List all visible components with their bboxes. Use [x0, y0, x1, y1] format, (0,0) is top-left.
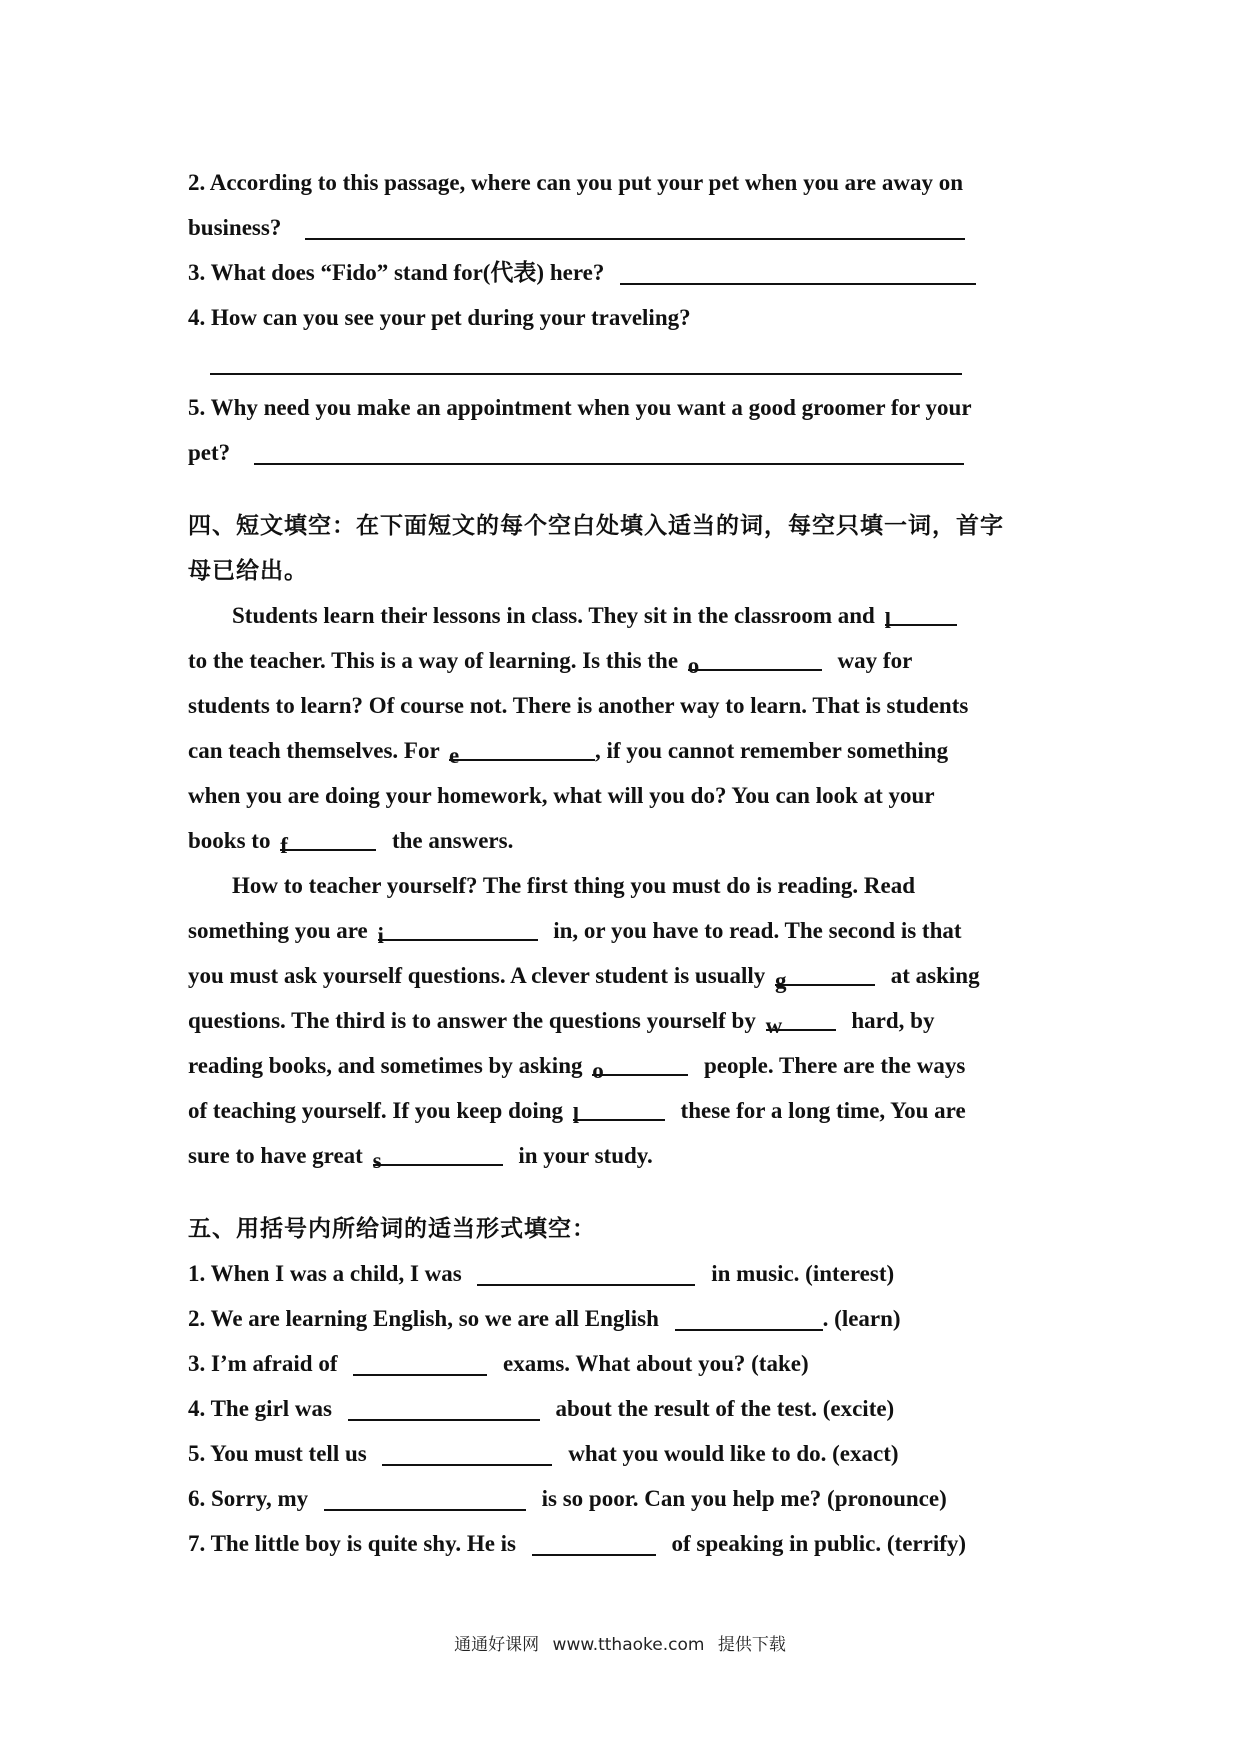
passage-line: [188, 953, 1058, 998]
exercise-hint: of speaking in public. (terrify): [671, 1531, 967, 1556]
section-5-title-line: [188, 1206, 1058, 1251]
question-4-text: 4. How can you see your pet during your traveling?: [188, 305, 691, 330]
blank-l-listen[interactable]: [884, 598, 957, 633]
passage-line: [188, 1088, 1058, 1133]
worksheet-page: [188, 160, 1058, 1566]
passage-text: way for: [837, 648, 913, 673]
blank-g-good[interactable]: [774, 958, 875, 993]
passage-text: the answers.: [391, 828, 514, 853]
question-4-line: [188, 295, 1058, 340]
passage-text: when you are doing your homework, what will you do? You can look at your: [188, 783, 935, 808]
page-footer: [0, 1630, 1240, 1655]
answer-blank-item-5[interactable]: [382, 1438, 552, 1466]
blank-o-other[interactable]: [592, 1048, 688, 1083]
exercise-text: 1. When I was a child, I was: [188, 1261, 462, 1286]
passage-text: books to: [188, 828, 271, 853]
passage-line: [188, 818, 1058, 863]
blank-o-only[interactable]: [687, 643, 822, 678]
answer-blank-q2[interactable]: [305, 212, 965, 240]
passage-text: people. There are the ways: [704, 1053, 966, 1078]
blank-e-example[interactable]: [449, 733, 595, 768]
blank-f-find[interactable]: [280, 823, 376, 858]
blank-initial-letter: l: [884, 608, 891, 633]
passage-text: in, or you have to read. The second is that: [553, 918, 962, 943]
exercise-text: 5. You must tell us: [188, 1441, 367, 1466]
passage-text: How to teacher yourself? The first thing you must do is reading. Read: [232, 873, 915, 898]
blank-initial-letter: f: [280, 833, 288, 858]
exercise-hint: is so poor. Can you help me? (pronounce): [541, 1486, 947, 1511]
blank-s-success[interactable]: [372, 1138, 503, 1173]
answer-blank-q3[interactable]: [620, 257, 976, 285]
question-5-line-1: [188, 385, 1058, 430]
blank-initial-letter: i: [377, 923, 384, 948]
passage-text: to the teacher. This is a way of learning. Is this the: [188, 648, 679, 673]
question-2-text: 2. According to this passage, where can you put your pet when you are away on: [188, 170, 964, 195]
exercise-item: [188, 1296, 1058, 1341]
blank-initial-letter: l: [572, 1103, 580, 1128]
answer-blank-item-6[interactable]: [324, 1483, 526, 1511]
blank-initial-letter: s: [372, 1148, 382, 1173]
exercise-text: 7. The little boy is quite shy. He is: [188, 1531, 517, 1556]
passage-line: [188, 683, 1058, 728]
exercise-hint: what you would like to do. (exact): [568, 1441, 899, 1466]
passage-text: these for a long time, You are: [680, 1098, 966, 1123]
exercise-hint: exams. What about you? (take): [502, 1351, 809, 1376]
answer-blank-item-3[interactable]: [353, 1348, 487, 1376]
footer-site-name: 通通好课网: [454, 1635, 540, 1655]
answer-blank-item-4[interactable]: [348, 1393, 540, 1421]
question-2-line-2: [188, 205, 1058, 250]
passage-text: of teaching yourself. If you keep doing: [188, 1098, 564, 1123]
passage-line: [188, 593, 1058, 638]
blank-initial-letter: w: [765, 1013, 783, 1038]
answer-blank-item-1[interactable]: [477, 1258, 695, 1286]
answer-blank-item-2[interactable]: [675, 1303, 823, 1331]
blank-w-working[interactable]: [765, 1003, 836, 1038]
passage-line: [188, 998, 1058, 1043]
passage-line: [188, 1043, 1058, 1088]
passage-text: at asking: [890, 963, 980, 988]
question-5-line-2: [188, 430, 1058, 475]
blank-l-like[interactable]: [572, 1093, 665, 1128]
exercise-item: [188, 1251, 1058, 1296]
section-4-title: 四、短文填空：在下面短文的每个空白处填入适当的词，每空只填一词，首字: [188, 513, 1004, 539]
section-gap: [188, 475, 1058, 503]
question-2-line-1: [188, 160, 1058, 205]
blank-initial-letter: e: [449, 743, 460, 768]
passage-line: [188, 863, 1058, 908]
passage-text: in your study.: [518, 1143, 653, 1168]
question-3-line: [188, 250, 1058, 295]
question-3-text: 3. What does “Fido” stand for(代表) here?: [188, 260, 605, 285]
passage-text: questions. The third is to answer the questions yourself by: [188, 1008, 756, 1033]
answer-blank-q4[interactable]: [210, 347, 962, 375]
exercise-text: 3. I’m afraid of: [188, 1351, 338, 1376]
exercise-item: [188, 1431, 1058, 1476]
passage-text: Students learn their lessons in class. They sit in the classroom and: [232, 603, 875, 628]
question-5-text: 5. Why need you make an appointment when you want a good groomer for your: [188, 395, 972, 420]
passage-text: can teach themselves. For: [188, 738, 440, 763]
section-4-title-continuation: 母已给出。: [188, 558, 308, 584]
footer-url[interactable]: www.tthaoke.com: [552, 1635, 705, 1655]
blank-initial-letter: o: [592, 1058, 604, 1083]
exercise-text: 4. The girl was: [188, 1396, 332, 1421]
exercise-item: [188, 1386, 1058, 1431]
blank-i-interested[interactable]: [377, 913, 538, 948]
section-4-title-line-1: [188, 503, 1058, 548]
question-2-continuation: business?: [188, 215, 282, 240]
answer-blank-item-7[interactable]: [532, 1528, 656, 1556]
section-gap: [188, 1178, 1058, 1206]
section-4-title-line-2: [188, 548, 1058, 593]
passage-line: [188, 908, 1058, 953]
passage-text: you must ask yourself questions. A clever student is usually: [188, 963, 766, 988]
passage-text: , if you cannot remember something: [595, 738, 949, 763]
question-4-answer-line: [188, 340, 1058, 385]
exercise-hint: . (learn): [822, 1306, 901, 1331]
exercise-text: 6. Sorry, my: [188, 1486, 309, 1511]
passage-text: reading books, and sometimes by asking: [188, 1053, 583, 1078]
passage-line: [188, 638, 1058, 683]
answer-blank-q5[interactable]: [254, 437, 964, 465]
exercise-item: [188, 1521, 1058, 1566]
exercise-item: [188, 1341, 1058, 1386]
passage-text: hard, by: [851, 1008, 935, 1033]
passage-text: students to learn? Of course not. There is another way to learn. That is students: [188, 693, 969, 718]
passage-text: something you are: [188, 918, 368, 943]
passage-line: [188, 728, 1058, 773]
passage-line: [188, 1133, 1058, 1178]
passage-line: [188, 773, 1058, 818]
exercise-text: 2. We are learning English, so we are all English: [188, 1306, 659, 1331]
exercise-item: [188, 1476, 1058, 1521]
exercise-hint: about the result of the test. (excite): [555, 1396, 895, 1421]
blank-initial-letter: o: [687, 653, 700, 678]
footer-provide-download: 提供下载: [717, 1635, 786, 1655]
section-5-title: 五、用括号内所给词的适当形式填空：: [188, 1216, 596, 1242]
question-5-continuation: pet?: [188, 440, 231, 465]
passage-text: sure to have great: [188, 1143, 363, 1168]
exercise-hint: in music. (interest): [711, 1261, 895, 1286]
blank-initial-letter: g: [774, 968, 787, 993]
